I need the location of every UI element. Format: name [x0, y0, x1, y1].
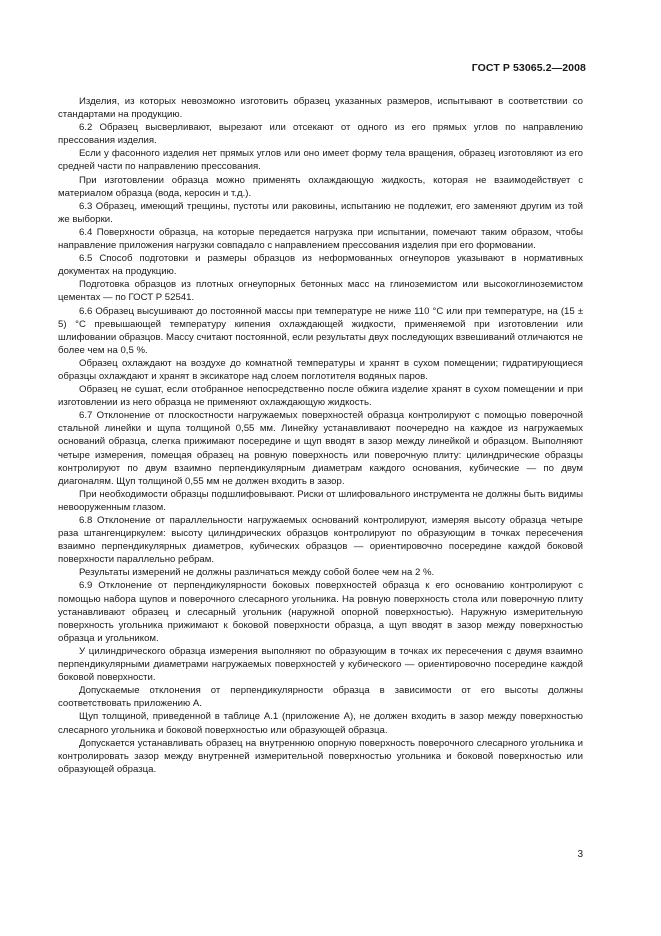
paragraph: При изготовлении образца можно применять охлаждающую жидкость, которая не взаимодействует с материалом образца (вода, керосин и т.д.). [58, 174, 583, 199]
document-header: ГОСТ Р 53065.2—2008 [471, 62, 586, 74]
paragraph: Образец не сушат, если отобранное непосредственно после обжига изделие хранят в сухом помещении и при изготовлении из него образца не применяют охлаждающую жидкость. [58, 384, 583, 409]
page-number: 3 [577, 849, 583, 860]
paragraph: 6.6 Образец высушивают до постоянной массы при температуре не ниже 110 °С или при температуре, на (15 ± 5) °С превышающей температуру кипения охлаждающей жидкости, применяемой при изготовлении или шлифовании образцов. Массу считают постоянной, если результаты двух последующих взвешиваний отличаются не более чем на 0,5 %. [58, 305, 583, 356]
paragraph: 6.2 Образец высверливают, вырезают или отсекают от одного из его прямых углов по направлению прессования изделия. [58, 122, 583, 147]
paragraph: Подготовка образцов из плотных огнеупорных бетонных масс на глиноземистом или высокоглиноземистом цементах — по ГОСТ Р 52541. [58, 279, 583, 304]
paragraph: Если у фасонного изделия нет прямых углов или оно имеет форму тела вращения, образец изготовляют из его средней части по направлению прессования. [58, 148, 583, 173]
paragraph: 6.8 Отклонение от параллельности нагружаемых оснований контролируют, измеряя высоту образца четыре раза штангенциркулем: высоту цилиндрических образцов контролируют по образующим в точках пересечения взаимно перпендикулярных диаметров, кубических образцов — ориентировочно посередине каждой боковой поверхности параллельно ребрам. [58, 515, 583, 566]
paragraph: 6.3 Образец, имеющий трещины, пустоты или раковины, испытанию не подлежит, его заменяют другим из той же выборки. [58, 200, 583, 225]
paragraph: Допускается устанавливать образец на внутреннюю опорную поверхность поверочного слесарного угольника и контролировать зазор между внутренней измерительной поверхностью угольника и боковой поверхностью или образующей образца. [58, 737, 583, 775]
paragraph: При необходимости образцы подшлифовывают. Риски от шлифовального инструмента не должны быть видимы невооруженным глазом. [58, 488, 583, 513]
paragraph: У цилиндрического образца измерения выполняют по образующим в точках их пересечения с двумя взаимно перпендикулярными диаметрами нагружаемых поверхностей у кубического — ориентировочно посередине каждой боковой поверхности. [58, 645, 583, 684]
paragraph: Допускаемые отклонения от перпендикулярности образца в зависимости от его высоты должны соответствовать приложению А. [58, 685, 583, 710]
paragraph: Щуп толщиной, приведенной в таблице А.1 (приложение А), не должен входить в зазор между поверхностью слесарного угольника и боковой поверхностью или образующей образца. [58, 711, 583, 736]
paragraph: 6.4 Поверхности образца, на которые передается нагрузка при испытании, помечают таким образом, чтобы направление приложения нагрузки совпадало с направлением прессования изделия при его формовании. [58, 226, 583, 252]
paragraph: Образец охлаждают на воздухе до комнатной температуры и хранят в сухом помещении; гидратирующиеся образцы охлаждают и хранят в эксикаторе над слоем поглотителя водяных паров. [58, 357, 583, 382]
document-body [58, 95, 583, 776]
paragraph: Результаты измерений не должны различаться между собой более чем на 2 %. [79, 567, 435, 579]
paragraph: Изделия, из которых невозможно изготовить образец указанных размеров, испытывают в соответствии со стандартами на продукцию. [58, 96, 583, 121]
paragraph: 6.7 Отклонение от плоскостности нагружаемых поверхностей образца контролируют с помощью поверочной стальной линейки и щупа толщиной 0,55 мм. Линейку устанавливают поочередно на каждое из нагружаемых оснований образца, слегка прижимают посередине и щуп вводят в зазор между линейкой и образцом. Выполняют четыре измерения, помещая образец на ровную поверхность или поверочную плиту: цилиндрические образцы контролируют по двум взаимно перпендикулярным диаметрам каждого основания, кубические — по двум диагоналям. Щуп толщиной 0,55 мм не должен входить в зазор. [58, 410, 583, 487]
paragraph: 6.9 Отклонение от перпендикулярности боковых поверхностей образца к его основанию контролируют с помощью набора щупов и поверочного слесарного угольника. На ровную поверхность стола или поверочную плиту устанавливают образец и слесарный угольник (наружной опорной поверхностью). Наружную измерительную поверхность угольника прижимают к боковой поверхности образца, а щуп вводят в зазор между поверхностью образца и угольником. [58, 580, 583, 644]
paragraph: 6.5 Способ подготовки и размеры образцов из неформованных огнеупоров указывают в нормативных документах на продукцию. [58, 253, 583, 278]
